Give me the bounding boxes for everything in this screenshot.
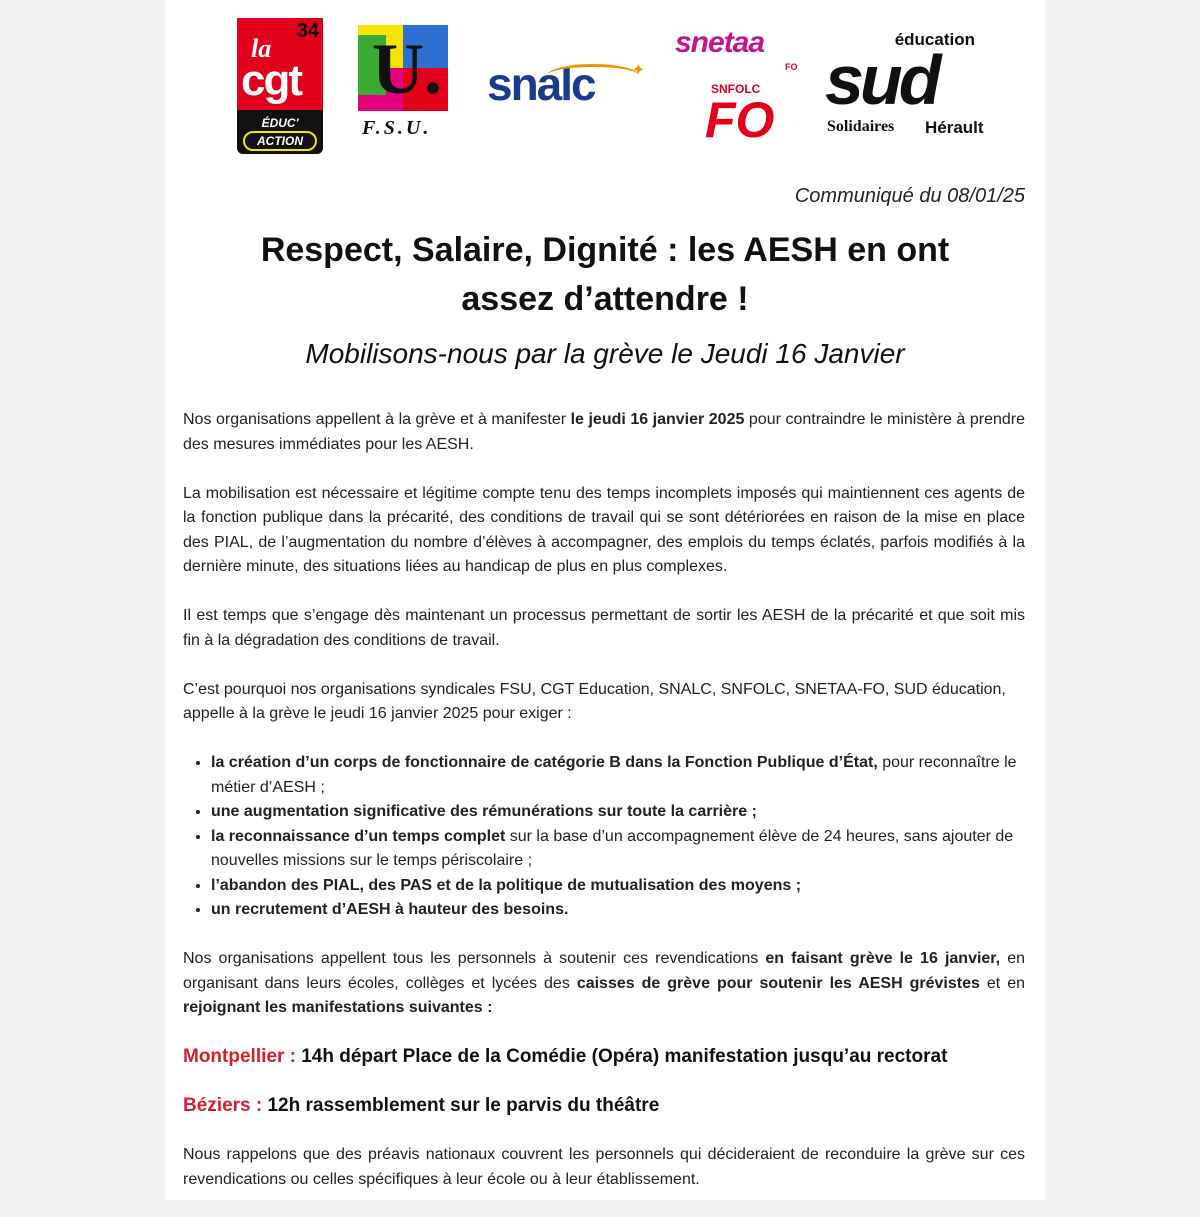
cgt-action-text: ACTION (243, 131, 317, 151)
list-item: • l’abandon des PIAL, des PAS et de la politique de mutualisation des moyens ; (211, 874, 1025, 899)
sud-solidaires-text: Solidaires (827, 118, 895, 135)
fo-text: FO (705, 92, 775, 148)
snfolc-text: SNFOLC (711, 82, 761, 96)
cgt-educ-text: ÉDUC' (261, 116, 299, 130)
page-title (165, 226, 1045, 324)
cgt-text: cgt (241, 56, 301, 105)
snalc-text: snalc (487, 58, 595, 110)
snalc-arc (547, 64, 639, 87)
paragraph-5: Nos organisations appellent tous les personnels à soutenir ces revendications en faisant grève le 16 janvier, en organisant dans leurs écoles, collèges et lycées des caisses de grève pour soutenir les AESH grévistes et en rejoignant les manifestations suivantes : (183, 950, 1026, 1016)
page-subtitle: Mobilisons-nous par la grève le Jeudi 16 Janvier (305, 338, 905, 369)
cgt-la-text: la (251, 34, 272, 63)
title-line-1: Respect, Salaire, Dignité : les AESH en ont (260, 231, 950, 269)
fsu-u-letter: U. (372, 29, 442, 109)
list-item: • une augmentation significative des rémunérations sur toute la carrière ; (211, 800, 1025, 825)
cgt-department-number: 34 (296, 20, 319, 42)
snalc-logo (487, 58, 647, 114)
paragraph-6: Nous rappelons que des préavis nationaux couvrent les personnels qui décideraient de reconduire la grève sur ces revendications ou celles spécifiques à leur école ou à leur établissement. (183, 1146, 1025, 1188)
paragraph-3: Il est temps que s’engage dès maintenant un processus permettant de sortir les AESH de la précarité et que soit mis fin à la dégradation des conditions de travail. (183, 607, 1025, 649)
paragraph-4: C’est pourquoi nos organisations syndicales FSU, CGT Education, SNALC, SNFOLC, SNETAA-FO, SUD éducation, appelle à la grève le jeudi 16 janvier 2025 pour exiger : (183, 680, 1006, 722)
union-logos (165, 0, 1045, 170)
demands-list (183, 751, 1025, 923)
fsu-label: F.S.U. (362, 117, 432, 139)
list-item: • la reconnaissance d’un temps complet sur la base d’un accompagnement élève de 24 heures, sans ajouter de nouvelles missions sur le temps périscolaire ; (211, 825, 1025, 874)
sud-text: sud (825, 41, 938, 119)
cgt-educaction-logo (237, 18, 323, 154)
sud-education-logo (825, 30, 984, 142)
snetaa-snfolc-fo-logo (675, 26, 799, 148)
snetaa-fo-text: FO (785, 62, 798, 72)
paragraph-1: Nos organisations appellent à la grève et à manifester le jeudi 16 janvier 2025 pour contraindre le ministère à prendre des mesures immédiates pour les AESH. (183, 411, 1026, 453)
location-beziers: Béziers : 12h rassemblement sur le parvis du théâtre (183, 1095, 660, 1116)
list-item: • la création d’un corps de fonctionnaire de catégorie B dans la Fonction Publique d’État, pour reconnaître le métier d’AESH ; (211, 751, 1025, 800)
document-page (165, 0, 1045, 1200)
snalc-star-icon: ✦ (631, 62, 645, 79)
title-line-2: assez d’attendre ! (461, 280, 749, 318)
list-item: • un recrutement d’AESH à hauteur des besoins. (211, 898, 1025, 923)
location-montpellier: Montpellier : 14h départ Place de la Comédie (Opéra) manifestation jusqu’au rectorat (183, 1046, 948, 1067)
paragraph-2: La mobilisation est nécessaire et légitime compte tenu des temps incomplets imposés qui maintiennent ces agents de la fonction publique dans la précarité, des conditions de travail qui se sont détériorées en raison de la mise en place des PIAL, de l’augmentation du nombre d’élèves à accompagner, des emplois du temps éclatés, parfois modifiés à la dernière minute, des situations liées au handicap de plus en plus complexes. (183, 484, 1025, 575)
sud-education-text: éducation (894, 30, 975, 49)
communique-date: Communiqué du 08/01/25 (794, 185, 1025, 207)
sud-herault-text: Hérault (925, 118, 984, 137)
fsu-logo (358, 25, 448, 145)
document-body (183, 408, 1025, 1217)
cgt-educaction-band (237, 110, 323, 154)
snetaa-text: snetaa (675, 26, 765, 59)
